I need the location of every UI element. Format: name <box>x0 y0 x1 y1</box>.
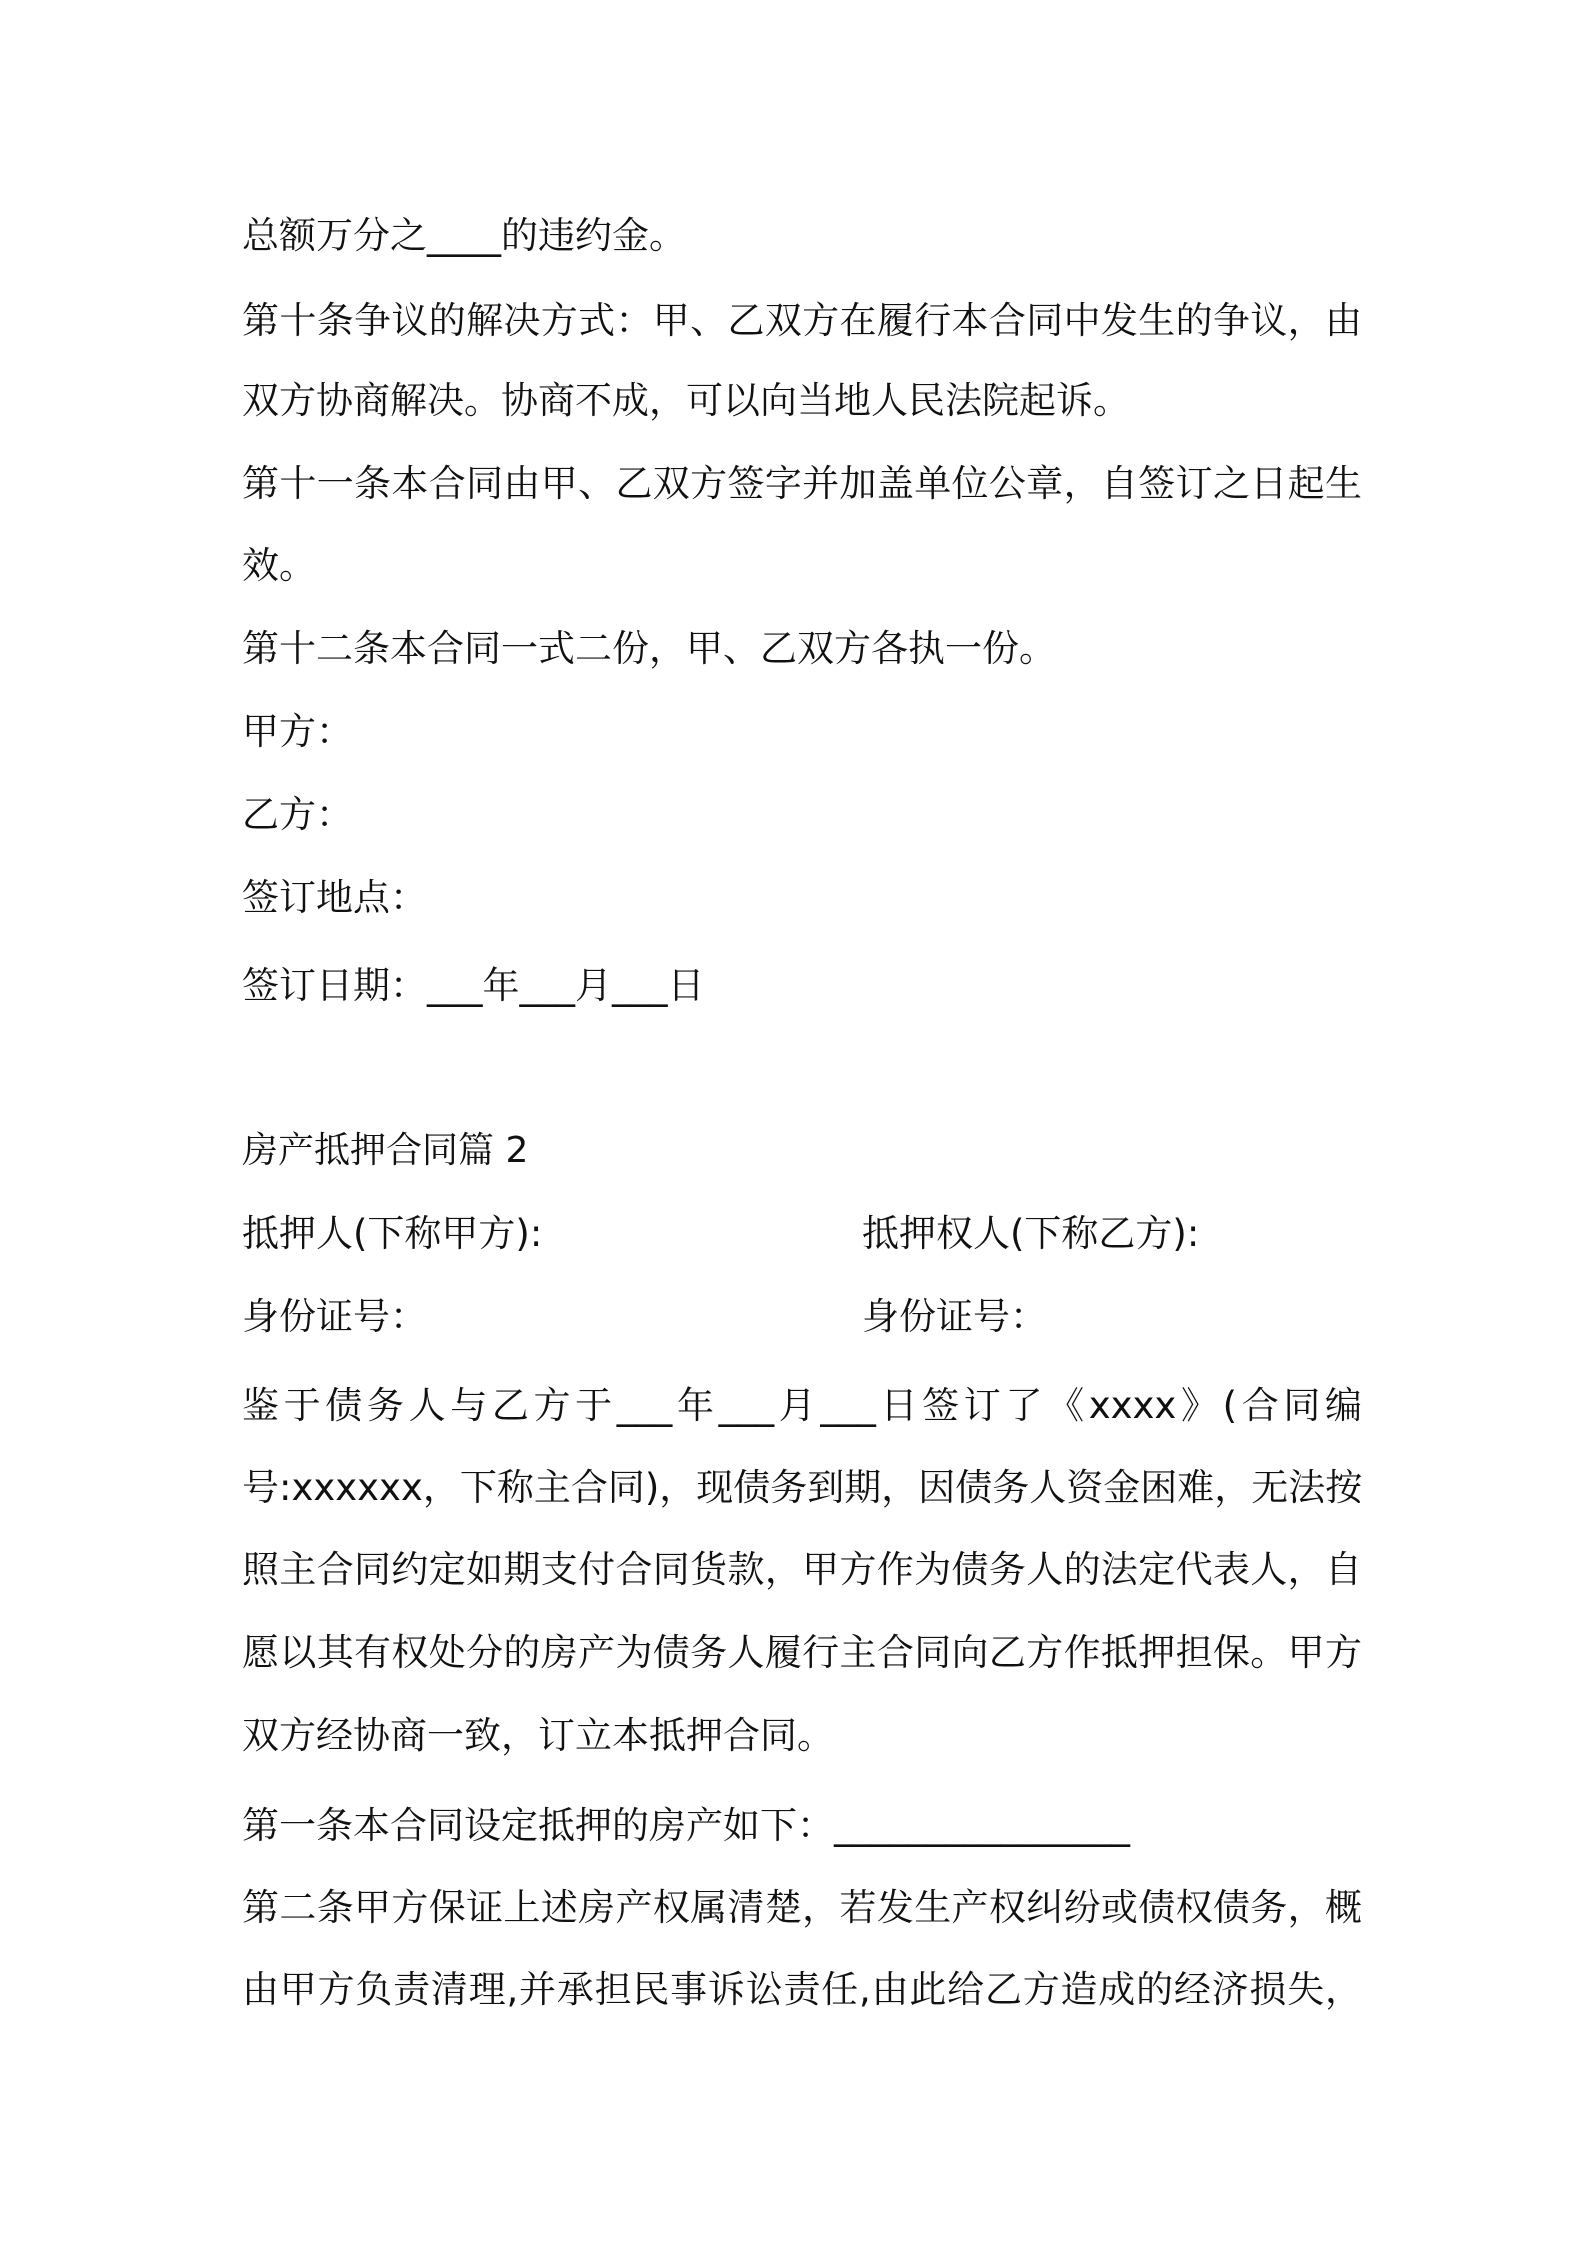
article-10-line-1: 第十条争议的解决方式：甲、乙双方在履行本合同中发生的争议，由 <box>242 299 1362 342</box>
text-line: 总额万分之____的违约金。 <box>242 214 686 257</box>
article-10-line-2: 双方协商解决。协商不成，可以向当地人民法院起诉。 <box>242 379 1130 422</box>
id-row <box>242 1293 1362 1341</box>
signing-place: 签订地点： <box>242 876 427 919</box>
id-number-right: 身份证号： <box>862 1295 1047 1338</box>
mortgagor-label: 抵押人(下称甲方): <box>242 1212 543 1255</box>
article-2-line-1: 第二条甲方保证上述房产权属清楚，若发生产权纠纷或债权债务，概 <box>242 1886 1362 1929</box>
article-11-line-1: 第十一条本合同由甲、乙双方签字并加盖单位公章，自签订之日起生 <box>242 462 1362 505</box>
article-1: 第一条本合同设定抵押的房产如下：________________ <box>242 1804 1130 1847</box>
section-title: 房产抵押合同篇 2 <box>242 1130 529 1171</box>
mortgagee-label: 抵押权人(下称乙方): <box>862 1212 1200 1255</box>
recital-line-5: 双方经协商一致，订立本抵押合同。 <box>242 1714 834 1757</box>
parties-row <box>242 1210 1362 1258</box>
article-12: 第十二条本合同一式二份，甲、乙双方各执一份。 <box>242 627 1056 670</box>
article-11-line-2: 效。 <box>242 544 316 587</box>
party-a-signature: 甲方： <box>242 710 353 753</box>
party-b-signature: 乙方： <box>242 793 353 836</box>
signing-date: 签订日期：___年___月___日 <box>242 964 705 1007</box>
recital-line-2: 号:xxxxxx，下称主合同)，现债务到期，因债务人资金困难，无法按 <box>242 1466 1363 1509</box>
id-number-left: 身份证号： <box>242 1295 427 1338</box>
recital-line-1: 鉴于债务人与乙方于___年___月___日签订了《xxxx》(合同编 <box>242 1384 1362 1427</box>
recital-line-3: 照主合同约定如期支付合同货款，甲方作为债务人的法定代表人，自 <box>242 1548 1362 1591</box>
article-2-line-2: 由甲方负责清理,并承担民事诉讼责任,由此给乙方造成的经济损失， <box>242 1968 1362 2011</box>
recital-line-4: 愿以其有权处分的房产为债务人履行主合同向乙方作抵押担保。甲方 <box>242 1631 1362 1674</box>
